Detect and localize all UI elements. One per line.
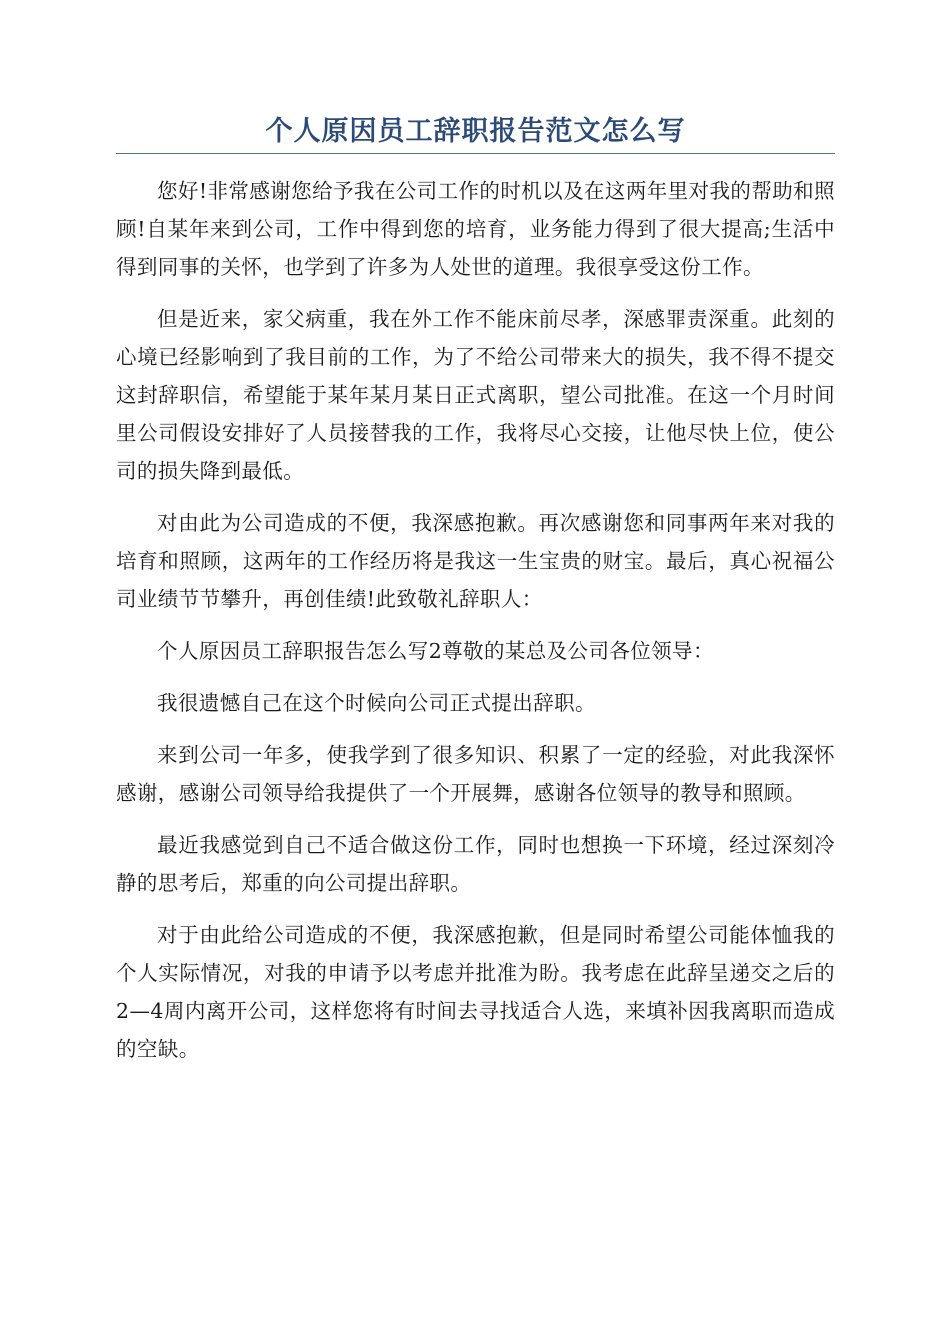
paragraph: 对于由此给公司造成的不便，我深感抱歉，但是同时希望公司能体恤我的个人实际情况，对我的申请予以考虑并批准为盼。我考虑在此辞呈递交之后的2—4周内离开公司，这样您将有时间去寻找适合人选，来填补因我离职而造成的空缺。 [116,923,835,1061]
paragraph: 我很遗憾自己在这个时候向公司正式提出辞职。 [157,691,596,715]
paragraph: 来到公司一年多，使我学到了很多知识、积累了一定的经验，对此我深怀感谢，感谢公司领导给我提供了一个开展舞，感谢各位领导的教导和照顾。 [116,743,835,805]
paragraph: 对由此为公司造成的不便，我深感抱歉。再次感谢您和同事两年来对我的培育和照顾，这两年的工作经历将是我这一生宝贵的财宝。最后，真心祝福公司业绩节节攀升，再创佳绩!此致敬礼辞职人： [116,511,835,611]
paragraph: 个人原因员工辞职报告怎么写2尊敬的某总及公司各位领导： [157,639,714,663]
paragraph: 您好!非常感谢您给予我在公司工作的时机以及在这两年里对我的帮助和照顾!自某年来到公司，工作中得到您的培育，业务能力得到了很大提高;生活中得到同事的关怀，也学到了许多为人处世的道理。我很享受这份工作。 [116,179,835,279]
paragraph: 但是近来，家父病重，我在外工作不能床前尽孝，深感罪责深重。此刻的心境已经影响到了我目前的工作，为了不给公司带来大的损失，我不得不提交这封辞职信，希望能于某年某月某日正式离职，望公司批准。在这一个月时间里公司假设安排好了人员接替我的工作，我将尽心交接，让他尽快上位，使公司的损失降到最低。 [116,307,835,483]
title-underline [116,153,835,154]
document-title: 个人原因员工辞职报告范文怎么写 [265,116,686,147]
paragraph: 最近我感觉到自己不适合做这份工作，同时也想换一下环境，经过深刻冷静的思考后，郑重的向公司提出辞职。 [116,833,835,895]
document-body [116,172,835,1068]
